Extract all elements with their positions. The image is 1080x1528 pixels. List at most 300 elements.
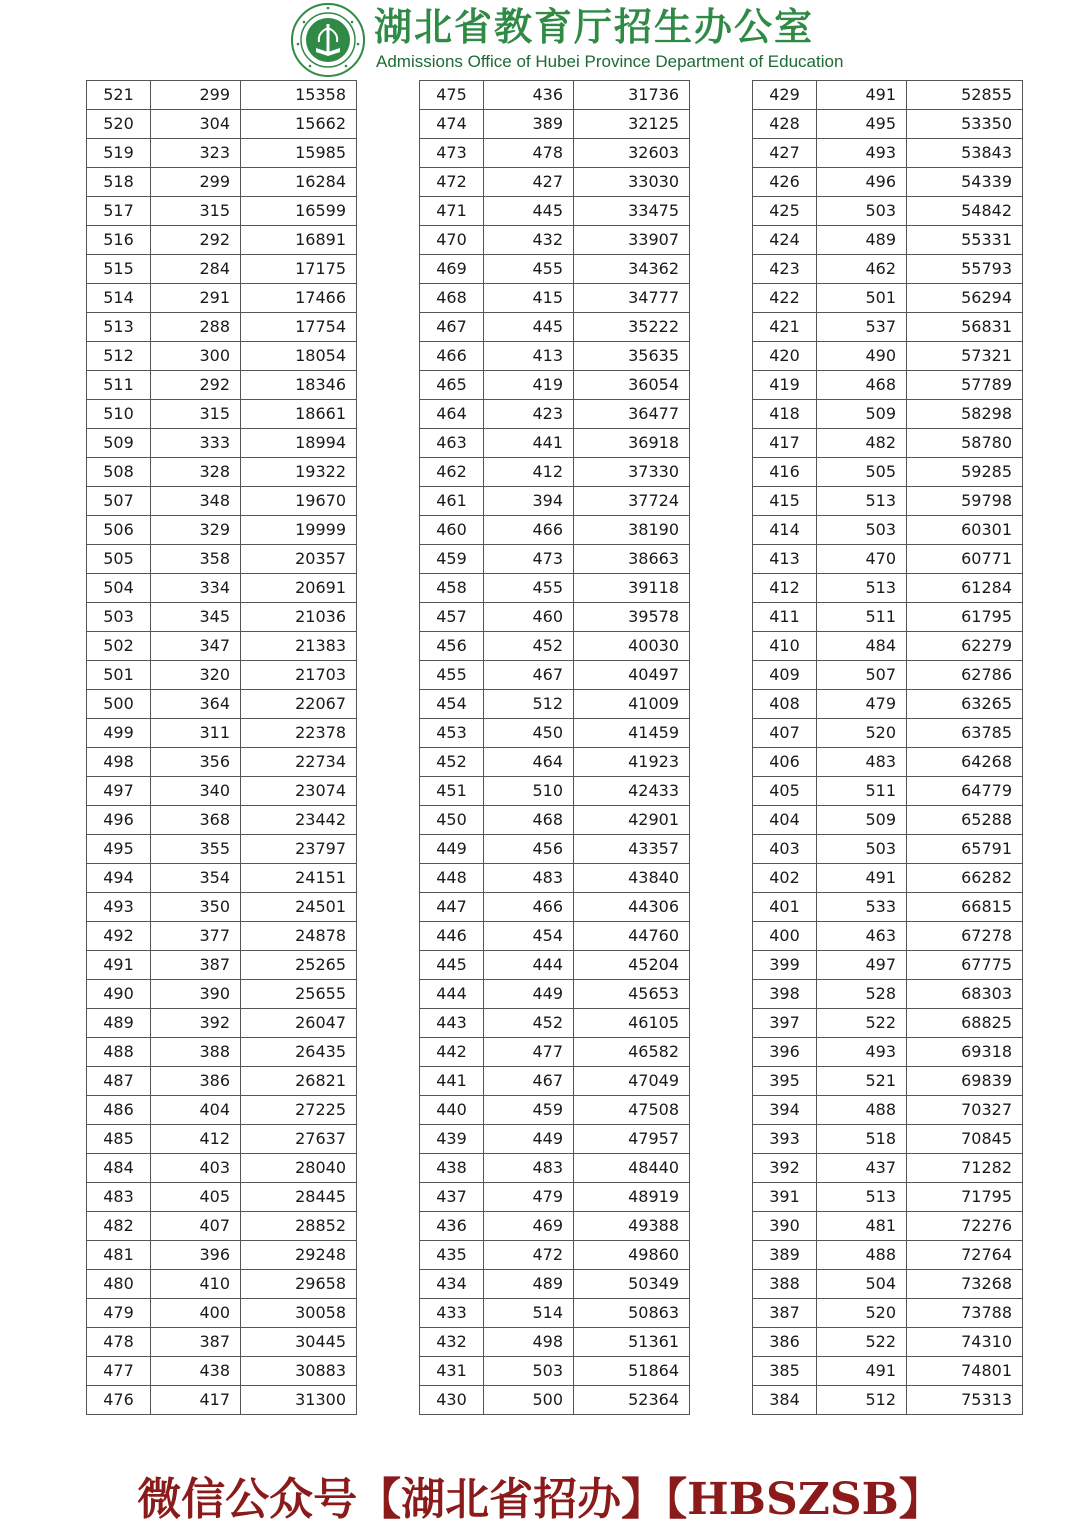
cumulative-cell: 64779 (907, 777, 1023, 806)
score-table-left (86, 80, 357, 1415)
score-cell: 436 (420, 1212, 484, 1241)
score-cell: 391 (753, 1183, 817, 1212)
score-cell: 476 (87, 1386, 151, 1415)
score-cell: 461 (420, 487, 484, 516)
count-cell: 444 (484, 951, 574, 980)
count-cell: 333 (151, 429, 241, 458)
table-row (753, 1299, 1023, 1328)
cumulative-cell: 16891 (241, 226, 357, 255)
table-row (753, 1125, 1023, 1154)
count-cell: 455 (484, 255, 574, 284)
count-cell: 490 (817, 342, 907, 371)
table-row (420, 516, 690, 545)
count-cell: 291 (151, 284, 241, 313)
table-row (753, 1270, 1023, 1299)
table-row (420, 661, 690, 690)
score-cell: 386 (753, 1328, 817, 1357)
table-row (420, 110, 690, 139)
count-cell: 441 (484, 429, 574, 458)
count-cell: 311 (151, 719, 241, 748)
count-cell: 513 (817, 1183, 907, 1212)
score-cell: 508 (87, 458, 151, 487)
score-table-right (752, 80, 1023, 1415)
count-cell: 460 (484, 603, 574, 632)
score-cell: 421 (753, 313, 817, 342)
table-row (753, 922, 1023, 951)
table-row (753, 1067, 1023, 1096)
score-cell: 497 (87, 777, 151, 806)
score-cell: 451 (420, 777, 484, 806)
table-row (87, 255, 357, 284)
table-row (753, 1154, 1023, 1183)
score-cell: 458 (420, 574, 484, 603)
cumulative-cell: 21703 (241, 661, 357, 690)
table-row (87, 342, 357, 371)
cumulative-cell: 70845 (907, 1125, 1023, 1154)
score-cell: 483 (87, 1183, 151, 1212)
cumulative-cell: 43840 (574, 864, 690, 893)
cumulative-cell: 54339 (907, 168, 1023, 197)
cumulative-cell: 15358 (241, 81, 357, 110)
cumulative-cell: 28852 (241, 1212, 357, 1241)
table-row (87, 777, 357, 806)
score-cell: 518 (87, 168, 151, 197)
score-cell: 390 (753, 1212, 817, 1241)
count-cell: 467 (484, 661, 574, 690)
cumulative-cell: 19999 (241, 516, 357, 545)
score-cell: 423 (753, 255, 817, 284)
table-row (420, 81, 690, 110)
score-cell: 432 (420, 1328, 484, 1357)
score-cell: 397 (753, 1009, 817, 1038)
cumulative-cell: 25655 (241, 980, 357, 1009)
cumulative-cell: 39578 (574, 603, 690, 632)
table-row (753, 197, 1023, 226)
cumulative-cell: 41459 (574, 719, 690, 748)
count-cell: 392 (151, 1009, 241, 1038)
table-row (87, 516, 357, 545)
cumulative-cell: 36477 (574, 400, 690, 429)
count-cell: 479 (817, 690, 907, 719)
count-cell: 419 (484, 371, 574, 400)
table-row (420, 603, 690, 632)
count-cell: 423 (484, 400, 574, 429)
count-cell: 462 (817, 255, 907, 284)
cumulative-cell: 49388 (574, 1212, 690, 1241)
cumulative-cell: 69839 (907, 1067, 1023, 1096)
table-row (87, 1357, 357, 1386)
cumulative-cell: 41923 (574, 748, 690, 777)
cumulative-cell: 23797 (241, 835, 357, 864)
count-cell: 483 (484, 1154, 574, 1183)
table-row (420, 139, 690, 168)
score-cell: 429 (753, 81, 817, 110)
count-cell: 388 (151, 1038, 241, 1067)
table-row (753, 864, 1023, 893)
table-row (753, 284, 1023, 313)
count-cell: 417 (151, 1386, 241, 1415)
score-cell: 446 (420, 922, 484, 951)
count-cell: 368 (151, 806, 241, 835)
cumulative-cell: 22378 (241, 719, 357, 748)
table-row (420, 1038, 690, 1067)
table-row (87, 1241, 357, 1270)
score-cell: 481 (87, 1241, 151, 1270)
count-cell: 358 (151, 545, 241, 574)
cumulative-cell: 38190 (574, 516, 690, 545)
count-cell: 452 (484, 1009, 574, 1038)
table-row (87, 574, 357, 603)
count-cell: 507 (817, 661, 907, 690)
cumulative-cell: 51361 (574, 1328, 690, 1357)
cumulative-cell: 47957 (574, 1125, 690, 1154)
count-cell: 445 (484, 313, 574, 342)
cumulative-cell: 52855 (907, 81, 1023, 110)
count-cell: 340 (151, 777, 241, 806)
score-cell: 396 (753, 1038, 817, 1067)
table-row (87, 197, 357, 226)
table-row (753, 661, 1023, 690)
cumulative-cell: 67775 (907, 951, 1023, 980)
cumulative-cell: 24501 (241, 893, 357, 922)
count-cell: 292 (151, 371, 241, 400)
count-cell: 328 (151, 458, 241, 487)
cumulative-cell: 20691 (241, 574, 357, 603)
count-cell: 386 (151, 1067, 241, 1096)
table-row (753, 806, 1023, 835)
count-cell: 404 (151, 1096, 241, 1125)
table-row (87, 1183, 357, 1212)
score-cell: 404 (753, 806, 817, 835)
score-cell: 450 (420, 806, 484, 835)
table-row (420, 1183, 690, 1212)
score-cell: 486 (87, 1096, 151, 1125)
cumulative-cell: 36918 (574, 429, 690, 458)
count-cell: 292 (151, 226, 241, 255)
score-cell: 475 (420, 81, 484, 110)
count-cell: 300 (151, 342, 241, 371)
score-cell: 456 (420, 632, 484, 661)
count-cell: 387 (151, 1328, 241, 1357)
count-cell: 483 (817, 748, 907, 777)
count-cell: 415 (484, 284, 574, 313)
table-row (420, 893, 690, 922)
table-row (420, 1299, 690, 1328)
count-cell: 472 (484, 1241, 574, 1270)
count-cell: 456 (484, 835, 574, 864)
table-row (753, 1009, 1023, 1038)
table-row (87, 603, 357, 632)
count-cell: 501 (817, 284, 907, 313)
table-row (420, 719, 690, 748)
table-row (87, 806, 357, 835)
cumulative-cell: 66282 (907, 864, 1023, 893)
cumulative-cell: 25265 (241, 951, 357, 980)
count-cell: 449 (484, 1125, 574, 1154)
cumulative-cell: 51864 (574, 1357, 690, 1386)
count-cell: 389 (484, 110, 574, 139)
score-cell: 460 (420, 516, 484, 545)
count-cell: 452 (484, 632, 574, 661)
count-cell: 348 (151, 487, 241, 516)
score-cell: 506 (87, 516, 151, 545)
cumulative-cell: 55793 (907, 255, 1023, 284)
cumulative-cell: 65791 (907, 835, 1023, 864)
score-cell: 414 (753, 516, 817, 545)
table-row (87, 168, 357, 197)
score-cell: 505 (87, 545, 151, 574)
table-row (753, 719, 1023, 748)
score-cell: 399 (753, 951, 817, 980)
cumulative-cell: 48919 (574, 1183, 690, 1212)
cumulative-cell: 41009 (574, 690, 690, 719)
count-cell: 504 (817, 1270, 907, 1299)
table-row (753, 1386, 1023, 1415)
count-cell: 518 (817, 1125, 907, 1154)
score-cell: 406 (753, 748, 817, 777)
table-row (87, 429, 357, 458)
cumulative-cell: 34362 (574, 255, 690, 284)
cumulative-cell: 33030 (574, 168, 690, 197)
score-cell: 453 (420, 719, 484, 748)
cumulative-cell: 16284 (241, 168, 357, 197)
score-cell: 439 (420, 1125, 484, 1154)
score-cell: 495 (87, 835, 151, 864)
score-cell: 462 (420, 458, 484, 487)
score-cell: 521 (87, 81, 151, 110)
score-cell: 419 (753, 371, 817, 400)
cumulative-cell: 61284 (907, 574, 1023, 603)
cumulative-cell: 58780 (907, 429, 1023, 458)
score-cell: 464 (420, 400, 484, 429)
score-cell: 452 (420, 748, 484, 777)
score-cell: 433 (420, 1299, 484, 1328)
count-cell: 488 (817, 1241, 907, 1270)
table-row (420, 574, 690, 603)
table-row (87, 284, 357, 313)
table-row (753, 313, 1023, 342)
table-row (87, 1386, 357, 1415)
cumulative-cell: 62786 (907, 661, 1023, 690)
score-cell: 467 (420, 313, 484, 342)
table-row (753, 1241, 1023, 1270)
score-cell: 445 (420, 951, 484, 980)
score-cell: 471 (420, 197, 484, 226)
cumulative-cell: 19322 (241, 458, 357, 487)
cumulative-cell: 37330 (574, 458, 690, 487)
score-cell: 459 (420, 545, 484, 574)
score-cell: 409 (753, 661, 817, 690)
score-cell: 493 (87, 893, 151, 922)
table-row (753, 574, 1023, 603)
cumulative-cell: 68825 (907, 1009, 1023, 1038)
cumulative-cell: 73788 (907, 1299, 1023, 1328)
count-cell: 470 (817, 545, 907, 574)
table-row (420, 690, 690, 719)
score-cell: 418 (753, 400, 817, 429)
table-row (420, 1212, 690, 1241)
cumulative-cell: 50349 (574, 1270, 690, 1299)
table-row (420, 1328, 690, 1357)
score-cell: 430 (420, 1386, 484, 1415)
score-cell: 389 (753, 1241, 817, 1270)
cumulative-cell: 56294 (907, 284, 1023, 313)
score-cell: 510 (87, 400, 151, 429)
page-header (0, 0, 1080, 80)
score-cell: 387 (753, 1299, 817, 1328)
count-cell: 334 (151, 574, 241, 603)
cumulative-cell: 73268 (907, 1270, 1023, 1299)
count-cell: 509 (817, 400, 907, 429)
cumulative-cell: 74310 (907, 1328, 1023, 1357)
table-row (753, 371, 1023, 400)
count-cell: 473 (484, 545, 574, 574)
count-cell: 403 (151, 1154, 241, 1183)
score-cell: 437 (420, 1183, 484, 1212)
score-cell: 407 (753, 719, 817, 748)
table-row (87, 893, 357, 922)
score-cell: 427 (753, 139, 817, 168)
cumulative-cell: 35635 (574, 342, 690, 371)
table-row (753, 487, 1023, 516)
count-cell: 315 (151, 197, 241, 226)
score-cell: 435 (420, 1241, 484, 1270)
cumulative-cell: 22067 (241, 690, 357, 719)
count-cell: 284 (151, 255, 241, 284)
table-row (753, 342, 1023, 371)
cumulative-cell: 63265 (907, 690, 1023, 719)
score-cell: 395 (753, 1067, 817, 1096)
cumulative-cell: 16599 (241, 197, 357, 226)
cumulative-cell: 46105 (574, 1009, 690, 1038)
page-subtitle: Admissions Office of Hubei Province Department of Education (376, 52, 844, 71)
table-row (753, 168, 1023, 197)
cumulative-cell: 44306 (574, 893, 690, 922)
cumulative-cell: 45653 (574, 980, 690, 1009)
cumulative-cell: 47049 (574, 1067, 690, 1096)
table-row (87, 487, 357, 516)
cumulative-cell: 59285 (907, 458, 1023, 487)
table-row (420, 980, 690, 1009)
table-row (87, 1009, 357, 1038)
cumulative-cell: 33475 (574, 197, 690, 226)
count-cell: 513 (817, 574, 907, 603)
count-cell: 496 (817, 168, 907, 197)
table-row (420, 922, 690, 951)
score-cell: 488 (87, 1038, 151, 1067)
cumulative-cell: 34777 (574, 284, 690, 313)
cumulative-cell: 37724 (574, 487, 690, 516)
count-cell: 522 (817, 1328, 907, 1357)
score-cell: 402 (753, 864, 817, 893)
count-cell: 520 (817, 1299, 907, 1328)
score-cell: 484 (87, 1154, 151, 1183)
table-row (87, 1067, 357, 1096)
table-row (87, 371, 357, 400)
cumulative-cell: 24151 (241, 864, 357, 893)
cumulative-cell: 71282 (907, 1154, 1023, 1183)
score-cell: 465 (420, 371, 484, 400)
table-row (87, 1154, 357, 1183)
score-cell: 431 (420, 1357, 484, 1386)
table-row (420, 255, 690, 284)
count-cell: 356 (151, 748, 241, 777)
score-cell: 473 (420, 139, 484, 168)
count-cell: 503 (484, 1357, 574, 1386)
table-row (753, 632, 1023, 661)
score-cell: 482 (87, 1212, 151, 1241)
table-row (420, 777, 690, 806)
cumulative-cell: 18346 (241, 371, 357, 400)
table-row (753, 429, 1023, 458)
score-cell: 410 (753, 632, 817, 661)
score-cell: 393 (753, 1125, 817, 1154)
cumulative-cell: 30058 (241, 1299, 357, 1328)
count-cell: 427 (484, 168, 574, 197)
table-row (420, 197, 690, 226)
score-cell: 489 (87, 1009, 151, 1038)
cumulative-cell: 26821 (241, 1067, 357, 1096)
table-row (420, 545, 690, 574)
table-row (420, 284, 690, 313)
table-row (420, 400, 690, 429)
count-cell: 493 (817, 1038, 907, 1067)
cumulative-cell: 48440 (574, 1154, 690, 1183)
count-cell: 514 (484, 1299, 574, 1328)
cumulative-cell: 52364 (574, 1386, 690, 1415)
table-row (420, 1241, 690, 1270)
count-cell: 394 (484, 487, 574, 516)
cumulative-cell: 24878 (241, 922, 357, 951)
table-row (753, 458, 1023, 487)
count-cell: 437 (817, 1154, 907, 1183)
table-row (753, 951, 1023, 980)
score-cell: 500 (87, 690, 151, 719)
cumulative-cell: 50863 (574, 1299, 690, 1328)
count-cell: 350 (151, 893, 241, 922)
score-cell: 394 (753, 1096, 817, 1125)
table-row (753, 545, 1023, 574)
score-cell: 516 (87, 226, 151, 255)
count-cell: 521 (817, 1067, 907, 1096)
score-cell: 440 (420, 1096, 484, 1125)
cumulative-cell: 32603 (574, 139, 690, 168)
table-row (87, 864, 357, 893)
count-cell: 466 (484, 516, 574, 545)
table-row (87, 313, 357, 342)
count-cell: 484 (817, 632, 907, 661)
score-cell: 416 (753, 458, 817, 487)
score-cell: 449 (420, 835, 484, 864)
cumulative-cell: 55331 (907, 226, 1023, 255)
table-row (420, 226, 690, 255)
cumulative-cell: 40030 (574, 632, 690, 661)
cumulative-cell: 65288 (907, 806, 1023, 835)
cumulative-cell: 27225 (241, 1096, 357, 1125)
cumulative-cell: 15985 (241, 139, 357, 168)
cumulative-cell: 60301 (907, 516, 1023, 545)
cumulative-cell: 63785 (907, 719, 1023, 748)
score-cell: 444 (420, 980, 484, 1009)
cumulative-cell: 75313 (907, 1386, 1023, 1415)
cumulative-cell: 53843 (907, 139, 1023, 168)
count-cell: 503 (817, 516, 907, 545)
count-cell: 323 (151, 139, 241, 168)
count-cell: 390 (151, 980, 241, 1009)
count-cell: 315 (151, 400, 241, 429)
count-cell: 396 (151, 1241, 241, 1270)
cumulative-cell: 54842 (907, 197, 1023, 226)
